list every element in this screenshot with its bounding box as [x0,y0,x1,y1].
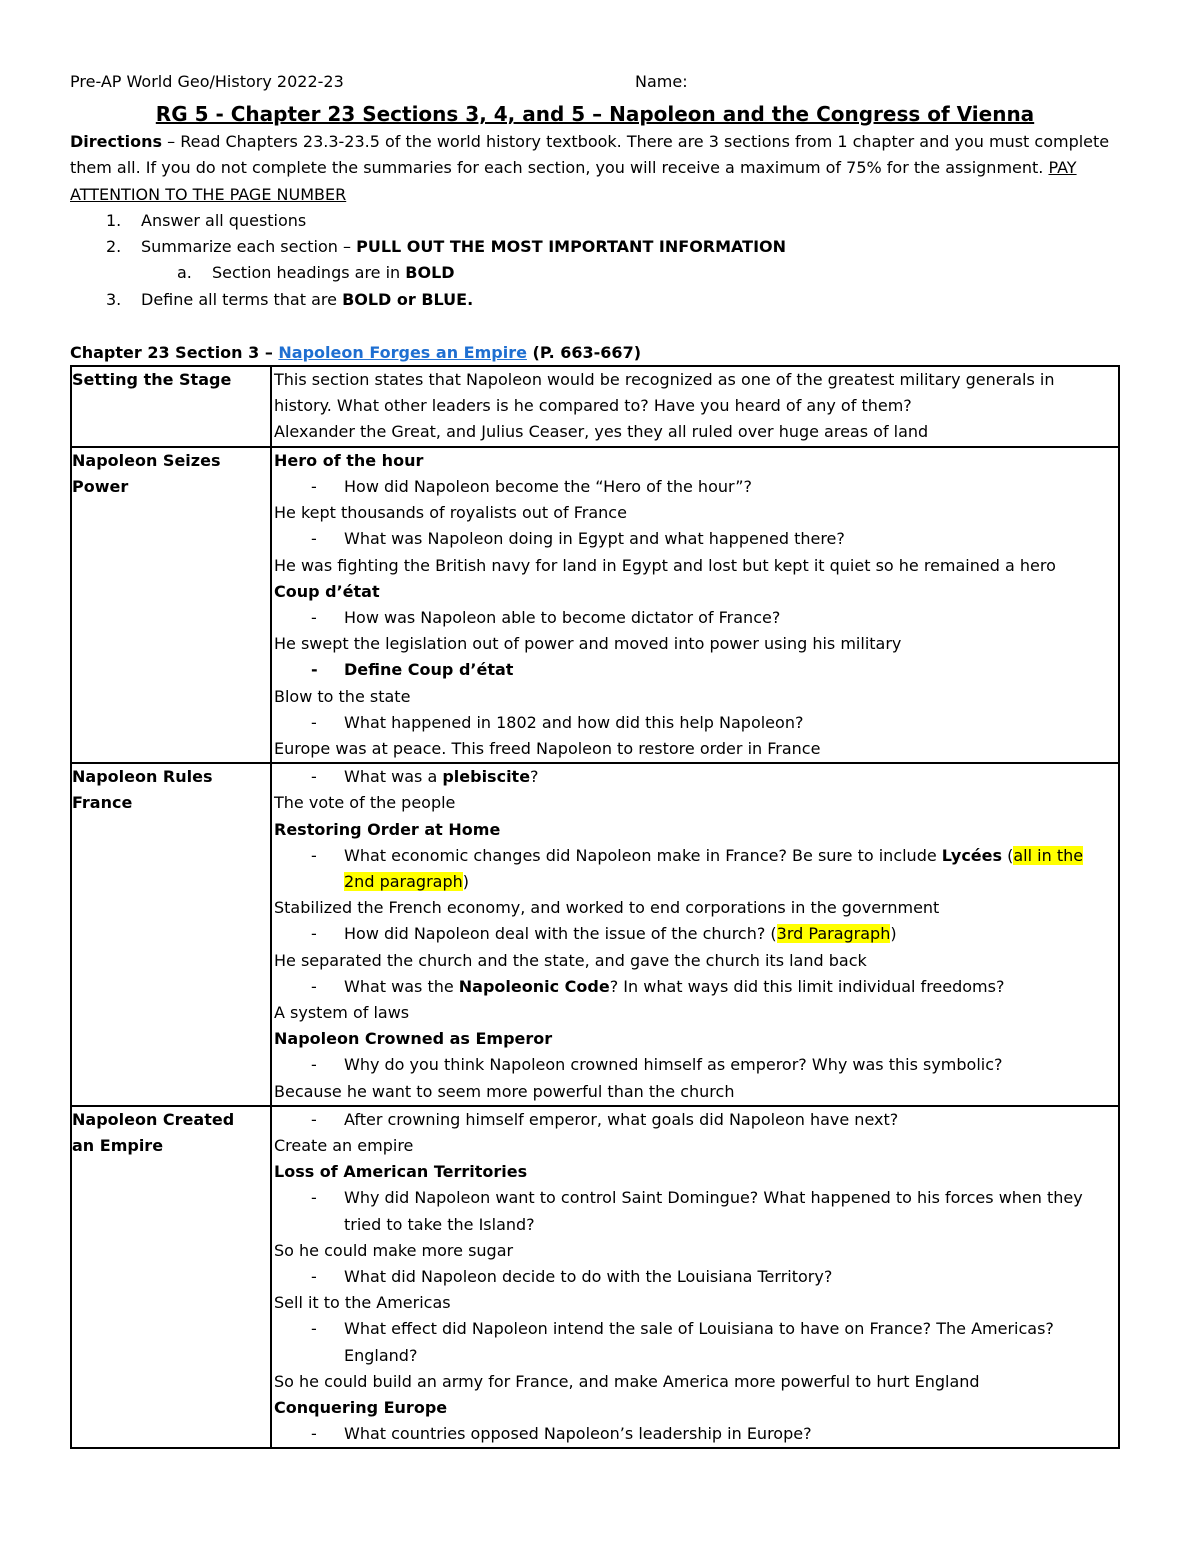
row-content [271,763,1119,1106]
row-content: This section states that Napoleon would be recognized as one of the greatest military generals in history. What other leaders is he compared to? Have you heard of any of them? Alexander the Great, and Julius Ceaser, yes they all ruled over huge areas of land [271,366,1119,447]
row-label: Napoleon Seizes Power [71,447,271,763]
question: - What happened in 1802 and how did this help Napoleon? [311,712,804,732]
list-item: 1. Answer all questions [106,210,307,230]
question: - What was the Napoleonic Code? In what ways did this limit individual freedoms? [311,976,1005,996]
subheading: Restoring Order at Home [274,819,501,839]
directions-text: – Read Chapters 23.3-23.5 of the world history textbook. There are 3 sections from 1 chapter and you must complete them all. If you do not complete the summaries for each section, you will receive a maximum of 75% for the assignment. [70,132,1110,178]
directions-list [70,208,1120,313]
highlight: 3rd Paragraph [776,924,891,944]
answer: He swept the legislation out of power and moved into power using his military [274,634,902,654]
answer: Stabilized the French economy, and worked to end corporations in the government [274,898,940,918]
answer: Blow to the state [274,686,411,706]
answer: The vote of the people [274,793,456,813]
list-item: 3. Define all terms that are BOLD or BLUE. [106,289,474,309]
question: - What economic changes did Napoleon make in France? Be sure to include Lycées (all in the 2nd paragraph) [311,845,1084,891]
question: - Define Coup d’état [311,660,514,680]
answer: He kept thousands of royalists out of France [274,503,627,523]
table-row [71,447,1119,763]
section-heading: Chapter 23 Section 3 – Napoleon Forges an Empire (P. 663-667) [70,343,642,363]
page-title: RG 5 - Chapter 23 Sections 3, 4, and 5 – Napoleon and the Congress of Vienna [155,102,1035,126]
row-label: Napoleon Created an Empire [71,1106,271,1449]
list-item: 2. Summarize each section – PULL OUT THE MOST IMPORTANT INFORMATION [106,237,787,257]
answer: Because he want to seem more powerful than the church [274,1081,735,1101]
answer: So he could build an army for France, and make America more powerful to hurt England [274,1371,980,1391]
directions-label: Directions [70,132,163,151]
name-label: Name: [635,72,688,91]
question: - How was Napoleon able to become dictator of France? [311,607,781,627]
answer: So he could make more sugar [274,1240,514,1260]
question: - After crowning himself emperor, what goals did Napoleon have next? [311,1109,899,1129]
answer: He separated the church and the state, and gave the church its land back [274,950,867,970]
worksheet-page [70,72,1120,1449]
question: - Why did Napoleon want to control Saint Domingue? What happened to his forces when they tried to take the Island? [311,1188,1083,1234]
subheading: Loss of American Territories [274,1162,528,1182]
question: - What countries opposed Napoleon’s leadership in Europe? [311,1424,812,1444]
answer: Create an empire [274,1135,414,1155]
page-header [70,72,1120,96]
notes-table [70,365,1120,1449]
question: - Why do you think Napoleon crowned himself as emperor? Why was this symbolic? [311,1055,1003,1075]
list-item: a. Section headings are in BOLD [177,263,455,283]
directions-paragraph [70,129,1120,208]
question: - What effect did Napoleon intend the sale of Louisiana to have on France? The Americas? England? [311,1319,1054,1365]
subheading: Coup d’état [274,581,380,601]
table-row [71,763,1119,1106]
page-number-warning: PAY ATTENTION TO THE PAGE NUMBER [70,158,1077,204]
table-row [71,366,1119,447]
section-link[interactable]: Napoleon Forges an Empire [278,343,527,363]
question: - How did Napoleon deal with the issue of the church? (3rd Paragraph) [311,924,897,944]
row-label: Setting the Stage [71,366,271,447]
highlight: all in the 2nd paragraph [344,845,1084,891]
subheading: Conquering Europe [274,1398,448,1417]
row-content [271,1106,1119,1449]
answer: Europe was at peace. This freed Napoleon to restore order in France [274,738,821,758]
question: - What did Napoleon decide to do with the Louisiana Territory? [311,1266,833,1286]
question: - How did Napoleon become the “Hero of the hour”? [311,476,753,496]
subheading: Napoleon Crowned as Emperor [274,1029,553,1049]
row-label: Napoleon Rules France [71,763,271,1106]
subheading: Hero of the hour [274,450,424,470]
table-row [71,1106,1119,1449]
answer: A system of laws [274,1002,410,1022]
question: - What was a plebiscite? [311,767,539,787]
row-content [271,447,1119,763]
course-label: Pre-AP World Geo/History 2022-23 [70,72,344,91]
answer: He was fighting the British navy for land in Egypt and lost but kept it quiet so he remained a hero [274,555,1056,575]
question: - What was Napoleon doing in Egypt and what happened there? [311,529,845,549]
answer: Sell it to the Americas [274,1293,451,1313]
